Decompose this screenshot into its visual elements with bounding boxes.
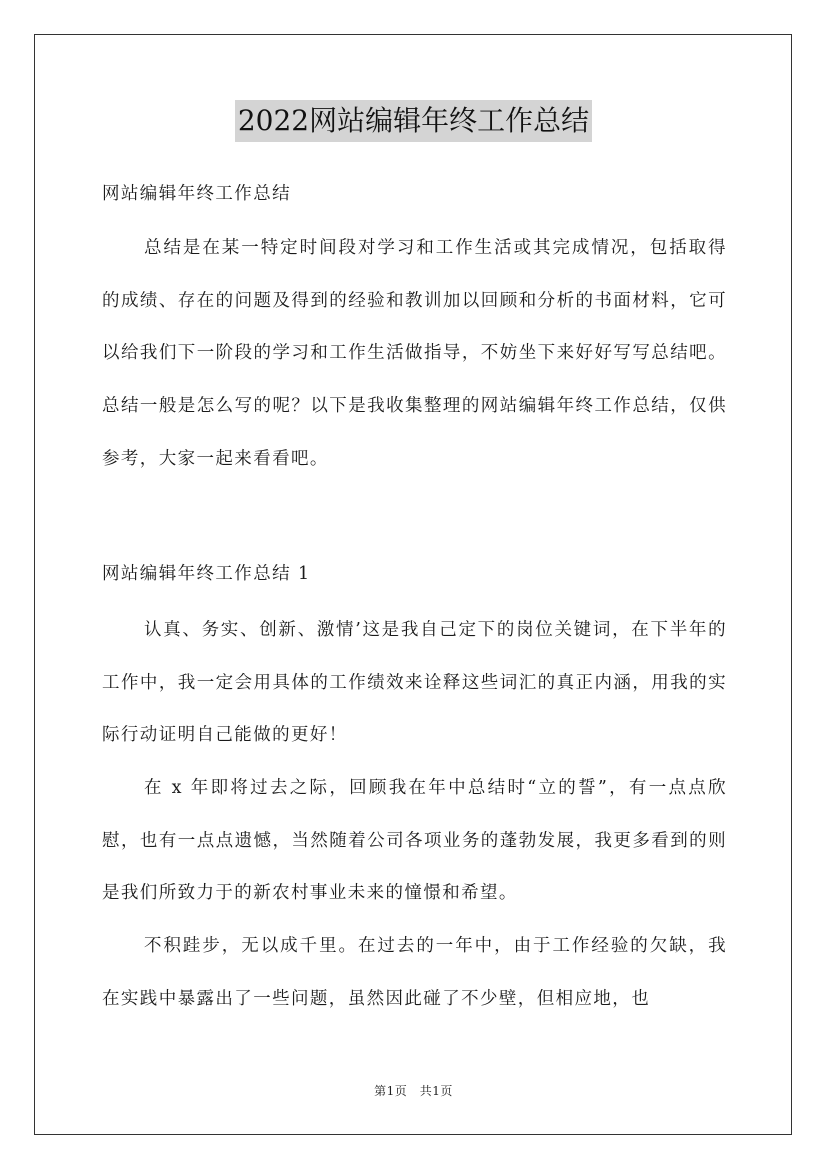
- section-heading: 网站编辑年终工作总结 1: [102, 564, 311, 584]
- body-paragraph: 不积跬步，无以成千里。在过去的一年中，由于工作经验的欠缺，我在实践中暴露出了一些问题，虽然因此碰了不少壁，但相应地，也: [102, 936, 727, 1009]
- intro-paragraph: 总结是在某一特定时间段对学习和工作生活或其完成情况，包括取得的成绩、存在的问题及得到的经验和教训加以回顾和分析的书面材料，它可以给我们下一阶段的学习和工作生活做指导，不妨坐下来好好写写总结吧。总结一般是怎么写的呢？以下是我收集整理的网站编辑年终工作总结，仅供参考，大家一起来看看吧。: [102, 238, 727, 469]
- document-title: 2022网站编辑年终工作总结: [235, 100, 592, 142]
- document-subheading: 网站编辑年终工作总结: [102, 184, 291, 204]
- title-container: [0, 100, 827, 142]
- page-number-footer: 第1页 共1页: [374, 1084, 453, 1098]
- body-paragraph: 在 x 年即将过去之际，回顾我在年中总结时“立的誓”，有一点点欣慰，也有一点点遗憾，当然随着公司各项业务的蓬勃发展，我更多看到的则是我们所致力于的新农村事业未来的憧憬和希望。: [102, 778, 727, 904]
- body-paragraph: 认真、务实、创新、激情’这是我自己定下的岗位关键词，在下半年的工作中，我一定会用具体的工作绩效来诠释这些词汇的真正内涵，用我的实际行动证明自己能做的更好！: [102, 620, 727, 746]
